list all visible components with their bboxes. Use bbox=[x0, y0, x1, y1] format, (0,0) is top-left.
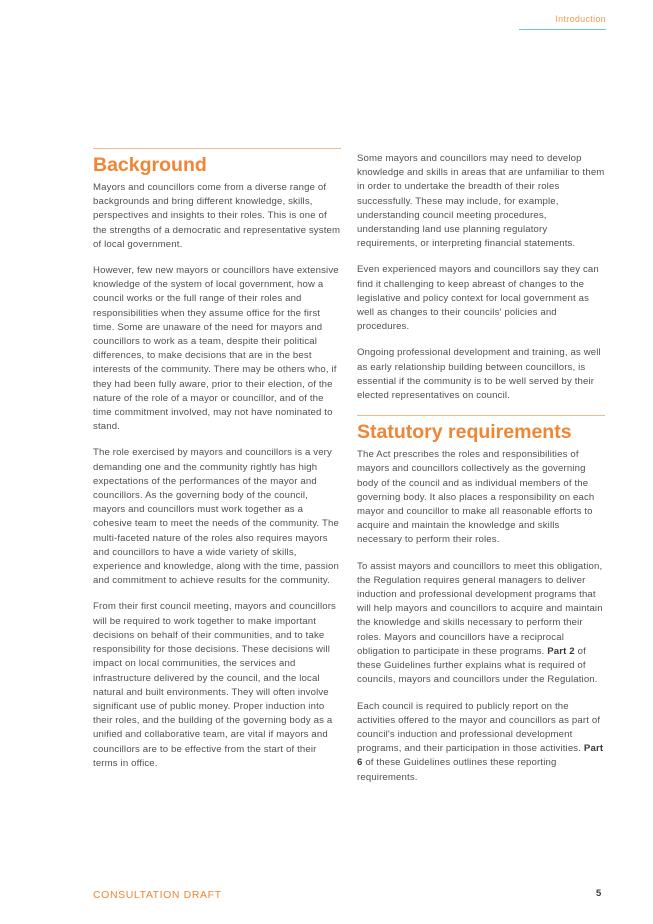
background-paragraph-6: Even experienced mayors and councillors say they can find it challenging to keep abreast of changes to the legislative and policy context for local government as well as changes to their councils' policies and procedures. bbox=[357, 264, 599, 333]
footer-label: CONSULTATION DRAFT bbox=[93, 889, 222, 901]
section-label: Introduction bbox=[555, 14, 606, 24]
background-rule bbox=[93, 148, 341, 149]
statutory-paragraph-3-text: Each council is required to publicly report on the activities offered to the mayor and councillors as part of council's induction and professional development programs, and their participation in those activities. bbox=[357, 700, 601, 755]
statutory-paragraph-3-tail: of these Guidelines outlines these reporting requirements. bbox=[357, 757, 557, 783]
statutory-paragraph-2-text: To assist mayors and councillors to meet this obligation, the Regulation requires general managers to deliver induction and professional development programs that will help mayors and councillors to acquire and maintain the knowledge and skills necessary to perform their roles. Mayors and councillors have a reciprocal obligation to participate in these programs. bbox=[357, 560, 603, 657]
background-paragraph-7: Ongoing professional development and training, as well as early relationship building between councillors, is essential if the community is to be well served by their elected representatives on council. bbox=[357, 347, 601, 402]
background-paragraph-4: From their first council meeting, mayors and councillors will be required to work together to make important decisions on behalf of their communities, and to take responsibility for those decisions. These decisions will impact on local communities, the services and infrastructure delivered by the council, and the local natural and built environments. They will often involve significant use of public money. Proper induction into their roles, and the building of the governing body as a unified and collaborative team, are vital if mayors and councillors are to be effective from the start of their terms in office. bbox=[93, 601, 336, 769]
background-paragraph-1: Mayors and councillors come from a diverse range of backgrounds and bring different knowledge, skills, perspectives and insights to their roles. This is one of the strengths of a democratic and representative system of local government. bbox=[93, 182, 341, 250]
background-paragraph-5: Some mayors and councillors may need to develop knowledge and skills in areas that are unfamiliar to them in order to undertake the breadth of their roles successfully. These may include, for example, understanding council meeting procedures, understanding land use planning regulatory requirements, or interpreting financial statements. bbox=[357, 153, 605, 250]
right-column bbox=[357, 0, 605, 785]
part-2-reference: Part 2 bbox=[547, 645, 575, 657]
page-number: 5 bbox=[596, 888, 602, 899]
background-paragraph-3: The role exercised by mayors and councillors is a very demanding one and the community rightly has high expectations of the performances of the mayor and councillors. As the governing body of the council, mayors and councillors must work together as a cohesive team to meet the needs of the community. The multi-faceted nature of the roles also requires mayors and councillors to have a wide variety of skills, experience and knowledge, along with the time, passion and commitment to achieve results for the community. bbox=[93, 447, 339, 587]
statutory-paragraph-3 bbox=[357, 700, 605, 785]
background-heading: Background bbox=[93, 154, 207, 176]
statutory-heading: Statutory requirements bbox=[357, 421, 572, 444]
left-column bbox=[93, 0, 341, 771]
statutory-rule bbox=[357, 415, 605, 416]
statutory-paragraph-2 bbox=[357, 560, 605, 688]
background-paragraph-2: However, few new mayors or councillors have extensive knowledge of the system of local government, how a council works or the full range of their roles and responsibilities when they assume office for the first time. Some are unaware of the need for mayors and councillors to work as a team, despite their political differences, to make decisions that are in the best interests of the community. There may be others who, if they had been fully aware, prior to their election, of the nature of the role of a mayor or councillor, and of the time commitment involved, may not have nominated to stand. bbox=[93, 265, 339, 433]
statutory-paragraph-2-tail: of these Guidelines further explains what is required of councils, mayors and councillors under the Regulation. bbox=[357, 645, 598, 686]
part-6-reference: Part 6 bbox=[357, 743, 604, 769]
statutory-paragraph-1: The Act prescribes the roles and responsibilities of mayors and councillors collectively as the governing body of the council and as individual members of the governing body. It also places a responsibility on each mayor and councillor to make all reasonable efforts to acquire and maintain the knowledge and skills necessary to perform their roles. bbox=[357, 449, 595, 546]
